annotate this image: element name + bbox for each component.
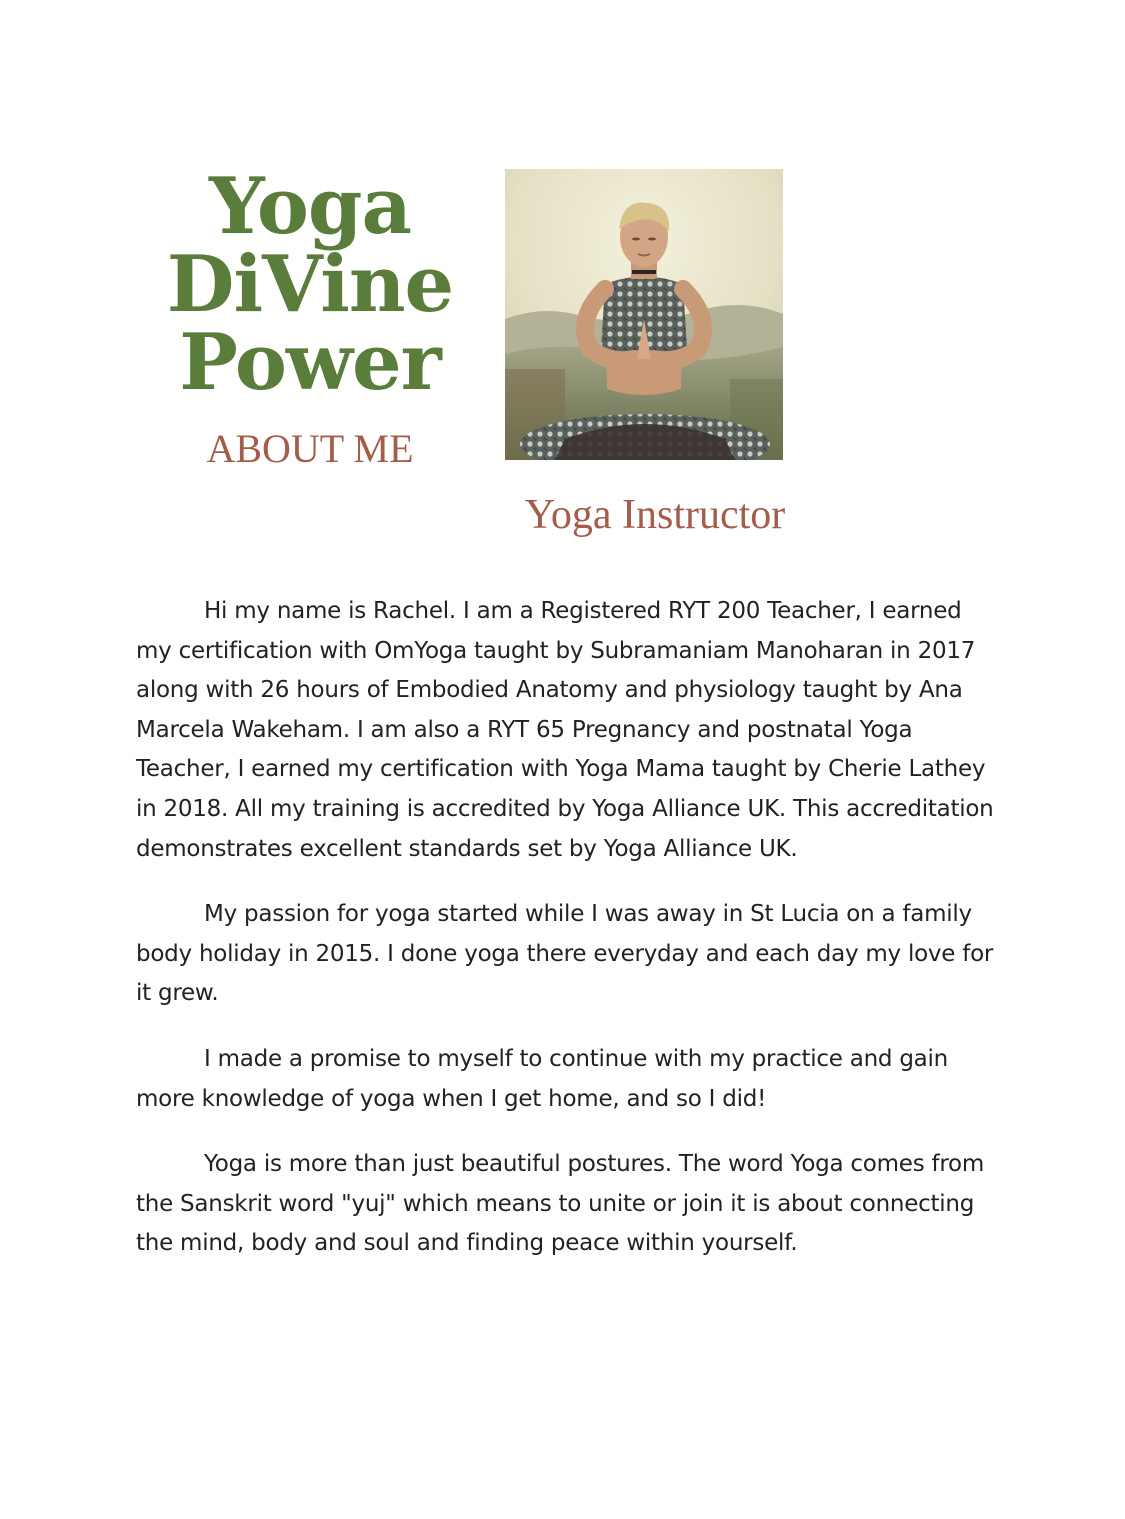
bio-paragraph: I made a promise to myself to continue with my practice and gain more knowledge of yoga when I get home, and so I did! xyxy=(136,1045,948,1112)
section-title: ABOUT ME xyxy=(206,426,414,471)
bio-paragraph: Yoga is more than just beautiful postures. The word Yoga comes from the Sanskrit word "yuj" which means to unite or join it is about connecting the mind, body and soul and finding peace within yourself. xyxy=(136,1151,985,1257)
instructor-photo xyxy=(505,169,783,460)
brand-title-line: Yoga xyxy=(208,161,411,252)
brand-title-line: Power xyxy=(179,317,441,408)
bio-paragraph: My passion for yoga started while I was away in St Lucia on a family body holiday in 2015. I done yoga there everyday and each day my love for it grew. xyxy=(136,901,994,1007)
role-subtitle: Yoga Instructor xyxy=(524,492,786,538)
brand-title xyxy=(150,161,470,408)
bio-paragraph: Hi my name is Rachel. I am a Registered RYT 200 Teacher, I earned my certification with OmYoga taught by Subramaniam Manoharan in 2017 along with 26 hours of Embodied Anatomy and physiology taught by Ana Marcela Wakeham. I am also a RYT 65 Pregnancy and postnatal Yoga Teacher, I earned my certification with Yoga Mama taught by Cherie Lathey in 2018. All my training is accredited by Yoga Alliance UK. This accreditation demonstrates excellent standards set by Yoga Alliance UK. xyxy=(136,598,994,862)
bio-text xyxy=(136,592,1004,1290)
brand-title-line: DiVine xyxy=(166,239,454,330)
